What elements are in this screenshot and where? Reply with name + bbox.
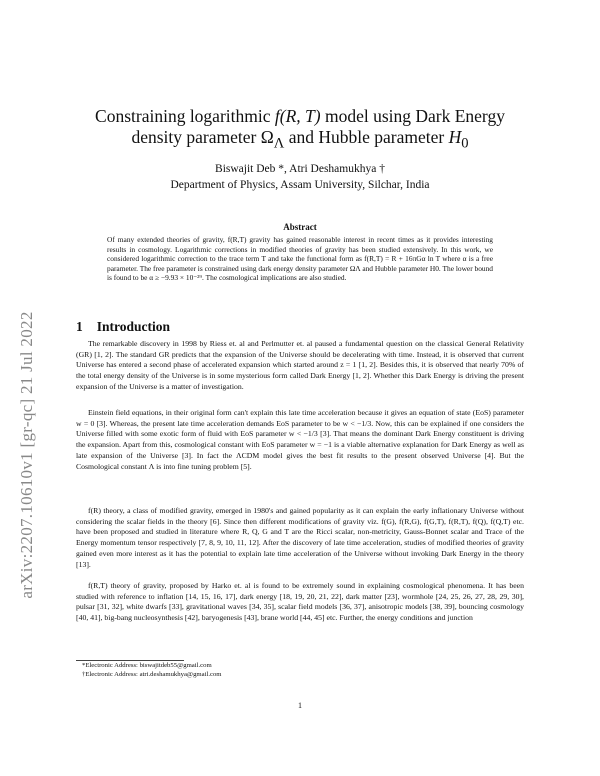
section-number: 1 [76,319,83,334]
title-line-1: Constraining logarithmic f(R, T) model using Dark Energy [95,106,505,126]
paragraph: f(R) theory, a class of modified gravity, emerged in 1980's and gained popularity as it can explain the early inflationary Universe without considering the scalar fields in the theory [6]. Since then different modifications of gravity viz. f(G), f(R,G), f(G,T), f(R,T), f(Q), f(Q,T) etc. have been proposed and studied in literature where R, Q, G and T are the Ricci scalar, non-metricity, Gauss-Bonnet scalar and Trace of the Energy momentum tensor respectively [7, 8, 9, 10, 11, 12]. After the discovery of late time acceleration, studies of modified theories of gravity gained even more interest as it has the potential to explain late time acceleration of the Universe without invoking Dark Energy in the theory [13]. [76,506,524,569]
footnote-email-1: *Electronic Address: biswajitdeb55@gmail.com [82,662,212,669]
paragraph: The remarkable discovery in 1998 by Riess et. al and Perlmutter et. al paused a fundamental question on the classical General Relativity (GR) [1, 2]. The standard GR predicts that the expansion of the Universe should be decelerating with time. Instead, it is observed that current Universe has entered a second phase of accelerated expansion which started around z = 1 [1, 2]. Besides this, it is observed that nearly 70% of the total energy density of the Universe is in some mysterious form called Dark Energy [1, 2]. Whether this Dark Energy is driving the present expansion of the Universe is a matter of investigation. [76,339,524,391]
section-title: Introduction [96,319,171,334]
paper-title [60,106,540,155]
abstract-text: Of many extended theories of gravity, f(R,T) gravity has gained reasonable interest in recent times as it provides interesting results in cosmology. Logarithmic corrections in modified theories of gravity has been studied extensively. In this work, we considered logarithmic correction to the trace term T and take the functional form as f(R,T) = R + 16πGα ln T where α is a free parameter. The free parameter is constrained using dark energy density parameter ΩΛ and Hubble parameter H0. The lower bound is found to be α ≥ −9.93 × 10⁻²⁹. The cosmological implications are also studied. [107,235,493,283]
footnote-email-2: †Electronic Address: atri.deshamukhya@gmail.com [82,671,222,678]
page-number: 1 [298,701,302,710]
footnote-rule [76,660,184,661]
arxiv-identifier [10,240,44,670]
title-line-2: density parameter $\Omega_\Lambda$ and Hubble parameter $H_0$ [131,127,469,152]
arxiv-id-text: arXiv:2207.10610v1 [gr-qc] 21 Jul 2022 [17,311,36,599]
abstract-heading: Abstract [283,222,317,232]
paragraph: f(R,T) theory of gravity, proposed by Harko et. al is found to be extremely sound in explaining cosmological phenomena. It has been studied with reference to inflation [14, 15, 16, 17], dark energy [18, 19, 20, 21, 22], dark matter [23], wormhole [24, 25, 26, 27, 28, 29, 30], pulsar [31, 32], white dwarfs [33], gravitational waves [34, 35], scalar field models [36, 37], anisotropic models [38, 39], bouncing cosmology [40, 41], big-bang nucleosynthesis [42], baryogenesis [43], brane world [44, 45] etc. Further, the energy conditions and junction [76,581,524,623]
section-heading [76,319,170,335]
affiliation: Department of Physics, Assam University, Silchar, India [170,179,430,191]
authors: Biswajit Deb *, Atri Deshamukhya † [215,163,385,175]
paragraph: Einstein field equations, in their original form can't explain this late time acceleration because it gives an equation of state (EoS) parameter w = 0 [3]. Whereas, the present late time acceleration demands EoS parameter to be w < −1/3. Now, this can be explained if one considers the Universe filled with some exotic form of fluid with EoS parameter w < −1/3 [3]. That means the dominant Dark Energy constituent is driving the expansion. Apart from this, cosmological constant with EoS parameter w = −1 is a viable alternative explanation for Dark Energy as well as late expansion of the Universe [3]. In fact the ΛCDM model gives the best fit results to the present observed Universe [4]. But the Cosmological constant Λ is into fine tuning problem [5]. [76,408,524,471]
